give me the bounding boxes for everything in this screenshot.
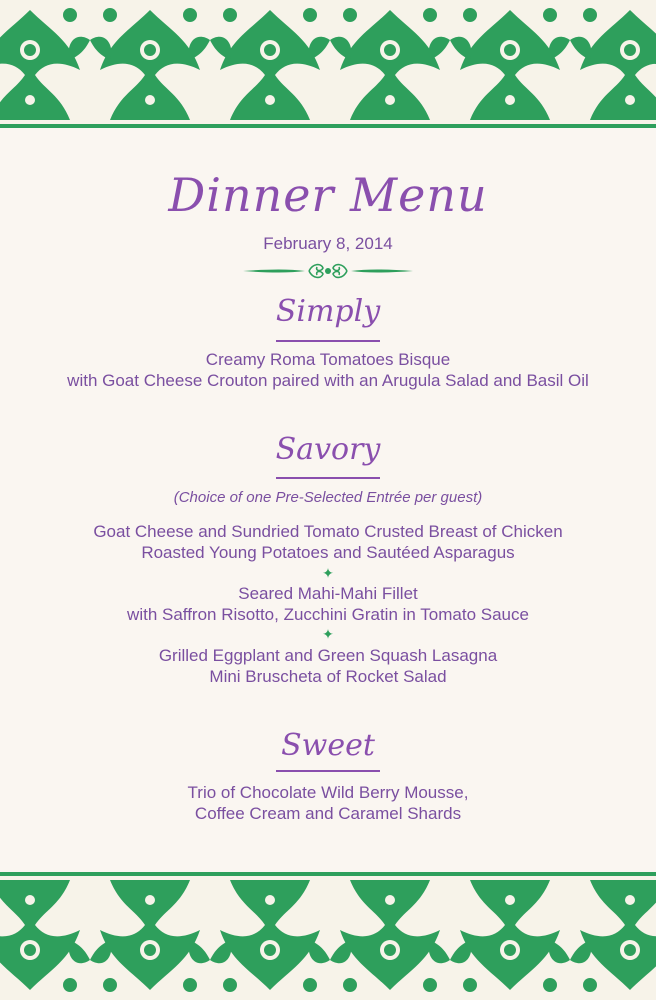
scroll-flourish-icon (243, 260, 413, 282)
sweet-line-2: Coffee Cream and Caramel Shards (194, 804, 462, 823)
top-damask-border (0, 0, 656, 124)
entree-1-line-2: Roasted Young Potatoes and Sautéed Asparagus (141, 543, 515, 562)
section-heading-savory: Savory (275, 432, 381, 467)
simply-line-1: Creamy Roma Tomatoes Bisque (205, 350, 451, 369)
entree-2-line-1: Seared Mahi-Mahi Fillet (238, 584, 418, 603)
sweet-line-1: Trio of Chocolate Wild Berry Mousse, (187, 783, 469, 802)
section-heading-simply: Simply (275, 294, 381, 329)
section-rule-simply (276, 340, 380, 342)
entree-3-line-2: Mini Bruscheta of Rocket Salad (209, 667, 447, 686)
section-rule-savory (276, 477, 380, 479)
diamond-icon: ✦ (322, 565, 334, 581)
entree-3-line-1: Grilled Eggplant and Green Squash Lasagna (158, 646, 498, 665)
simply-line-2: with Goat Cheese Crouton paired with an Arugula Salad and Basil Oil (67, 371, 589, 390)
menu-title: Dinner Menu (168, 168, 488, 222)
diamond-icon: ✦ (322, 626, 334, 642)
entree-1-line-1: Goat Cheese and Sundried Tomato Crusted Breast of Chicken (93, 522, 563, 541)
menu-date: February 8, 2014 (263, 234, 393, 253)
damask-pattern-top (0, 0, 656, 124)
damask-pattern-bottom (0, 876, 656, 1000)
savory-note: (Choice of one Pre-Selected Entrée per guest) (173, 489, 483, 506)
bottom-damask-border (0, 876, 656, 1000)
section-rule-sweet (276, 770, 380, 772)
entree-2-line-2: with Saffron Risotto, Zucchini Gratin in Tomato Sauce (127, 605, 529, 624)
section-heading-sweet: Sweet (281, 728, 375, 763)
menu-content (0, 128, 656, 872)
